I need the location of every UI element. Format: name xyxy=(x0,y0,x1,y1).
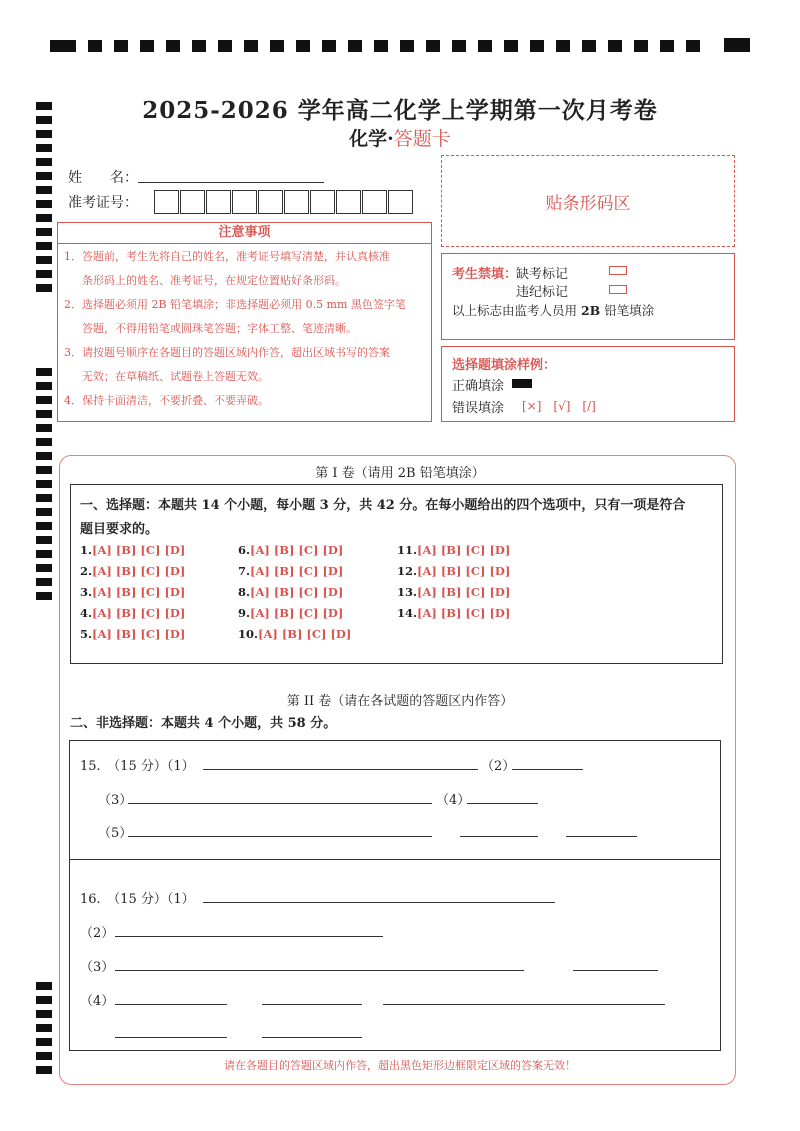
choice-options[interactable]: [A] [B] [C] [D] xyxy=(417,564,511,578)
timing-mark xyxy=(36,452,52,460)
timing-mark xyxy=(426,40,440,52)
timing-mark xyxy=(530,40,544,52)
id-digit-box[interactable] xyxy=(388,190,413,214)
id-digit-box[interactable] xyxy=(362,190,387,214)
timing-mark xyxy=(36,214,52,222)
choice-question[interactable] xyxy=(238,606,343,620)
correct-fill-swatch xyxy=(512,379,532,388)
fill-example-heading: 选择题填涂样例： xyxy=(452,358,557,373)
answer-line[interactable] xyxy=(460,836,538,837)
timing-mark xyxy=(36,186,52,194)
answer-line[interactable] xyxy=(203,902,555,903)
choice-options[interactable]: [A] [B] [C] [D] xyxy=(92,627,186,641)
id-digit-box[interactable] xyxy=(154,190,179,214)
timing-mark xyxy=(192,40,206,52)
notes-item: 4．保持卡面清洁，不要折叠、不要弄破。 xyxy=(64,394,269,407)
choice-question[interactable] xyxy=(397,606,510,620)
answer-line[interactable] xyxy=(115,1004,227,1005)
timing-mark xyxy=(218,40,232,52)
violation-mark-box[interactable] xyxy=(609,285,627,294)
part2-heading: 第 II 卷（请在各试题的答题区内作答） xyxy=(286,694,514,709)
choice-options[interactable]: [A] [B] [C] [D] xyxy=(417,606,511,620)
timing-mark xyxy=(608,40,622,52)
timing-mark xyxy=(36,508,52,516)
choice-options[interactable]: [A] [B] [C] [D] xyxy=(92,585,186,599)
answer-line[interactable] xyxy=(128,803,432,804)
choice-question[interactable] xyxy=(80,627,185,641)
timing-mark xyxy=(478,40,492,52)
timing-mark xyxy=(36,396,52,404)
timing-mark xyxy=(296,40,310,52)
q16-part2-label: （2） xyxy=(80,926,115,941)
wrong-fill-marks: [×] [√] [/] xyxy=(522,399,596,413)
choice-options[interactable]: [A] [B] [C] [D] xyxy=(417,543,511,557)
timing-mark xyxy=(374,40,388,52)
question-number: 5. xyxy=(80,627,93,641)
id-label: 准考证号： xyxy=(68,195,138,211)
subtitle-subject: 化学· xyxy=(349,128,394,150)
choice-question[interactable] xyxy=(80,585,185,599)
q16-part3-label: （3） xyxy=(80,960,115,975)
timing-mark xyxy=(400,40,414,52)
answer-line[interactable] xyxy=(467,803,538,804)
timing-mark xyxy=(36,172,52,180)
id-digit-box[interactable] xyxy=(284,190,309,214)
timing-mark xyxy=(322,40,336,52)
timing-mark xyxy=(724,38,750,52)
discipline-note-pre: 以上标志由监考人员用 xyxy=(452,303,581,318)
choice-options[interactable]: [A] [B] [C] [D] xyxy=(417,585,511,599)
answer-line[interactable] xyxy=(573,970,658,971)
choice-question[interactable] xyxy=(238,627,351,641)
choice-options[interactable]: [A] [B] [C] [D] xyxy=(250,564,344,578)
absent-mark-box[interactable] xyxy=(609,266,627,275)
timing-mark xyxy=(36,494,52,502)
question-number: 11. xyxy=(397,543,418,557)
q15-part3-label: （3） xyxy=(98,793,133,808)
violation-label: 违纪标记 xyxy=(516,285,569,300)
timing-mark xyxy=(36,284,52,292)
choice-question[interactable] xyxy=(80,564,185,578)
part1-instruction-line1: 一、选择题：本题共 14 个小题，每小题 3 分，共 42 分。在每小题给出的四个选项中，只有一项是符合 xyxy=(80,498,686,513)
discipline-note xyxy=(452,301,654,319)
timing-mark xyxy=(36,382,52,390)
timing-mark xyxy=(88,40,102,52)
answer-line[interactable] xyxy=(383,1004,665,1005)
answer-line[interactable] xyxy=(115,1037,227,1038)
discipline-note-post: 铅笔填涂 xyxy=(600,303,655,318)
answer-line[interactable] xyxy=(512,769,583,770)
timing-mark xyxy=(36,1010,52,1018)
answer-line[interactable] xyxy=(262,1037,362,1038)
choice-question[interactable] xyxy=(80,543,185,557)
timing-mark xyxy=(270,40,284,52)
question-number: 2. xyxy=(80,564,93,578)
notes-item: 1．答题前，考生先将自己的姓名，准考证号填写清楚，并认真核准 xyxy=(64,250,390,263)
timing-mark xyxy=(166,40,180,52)
notes-item: 条形码上的姓名、准考证号，在规定位置贴好条形码。 xyxy=(82,274,346,287)
timing-mark xyxy=(504,40,518,52)
choice-question[interactable] xyxy=(238,543,343,557)
id-digit-box[interactable] xyxy=(310,190,335,214)
timing-mark xyxy=(114,40,128,52)
timing-mark xyxy=(36,550,52,558)
choice-question[interactable] xyxy=(238,585,343,599)
timing-mark xyxy=(634,40,648,52)
choice-question[interactable] xyxy=(238,564,343,578)
notes-item: 3．请按题号顺序在各题目的答题区域内作答，超出区域书写的答案 xyxy=(64,346,390,359)
answer-line[interactable] xyxy=(128,836,432,837)
timing-mark xyxy=(36,270,52,278)
timing-mark xyxy=(348,40,362,52)
timing-mark xyxy=(556,40,570,52)
choice-question[interactable] xyxy=(397,564,510,578)
question-number: 10. xyxy=(238,627,259,641)
timing-mark xyxy=(660,40,674,52)
choice-options[interactable]: [A] [B] [C] [D] xyxy=(250,606,344,620)
timing-mark xyxy=(36,1024,52,1032)
timing-mark xyxy=(36,256,52,264)
name-field[interactable] xyxy=(138,166,324,183)
id-digit-box[interactable] xyxy=(232,190,257,214)
timing-mark xyxy=(36,368,52,376)
timing-mark xyxy=(140,40,154,52)
barcode-zone-label: 贴条形码区 xyxy=(545,193,631,214)
timing-mark xyxy=(36,1038,52,1046)
question-number: 1. xyxy=(80,543,93,557)
discipline-box xyxy=(441,253,735,340)
notes-item: 2．选择题必须用 2B 铅笔填涂；非选择题必须用 0.5 mm 黑色签字笔 xyxy=(64,298,406,311)
question-number: 12. xyxy=(397,564,418,578)
answer-line[interactable] xyxy=(115,970,524,971)
timing-mark xyxy=(36,424,52,432)
timing-mark xyxy=(36,438,52,446)
choice-question[interactable] xyxy=(397,543,510,557)
timing-mark xyxy=(36,158,52,166)
timing-mark xyxy=(36,592,52,600)
footer-warning: 请在各题目的答题区域内作答，超出黑色矩形边框限定区域的答案无效！ xyxy=(224,1059,576,1072)
choice-question[interactable] xyxy=(397,585,510,599)
part1-instruction-line2: 题目要求的。 xyxy=(80,522,159,537)
timing-mark xyxy=(36,242,52,250)
choice-options[interactable]: [A] [B] [C] [D] xyxy=(250,585,344,599)
choice-question[interactable] xyxy=(80,606,185,620)
part1-heading: 第 I 卷（请用 2B 铅笔填涂） xyxy=(315,466,485,481)
timing-mark xyxy=(686,40,700,52)
question-number: 9. xyxy=(238,606,251,620)
answer-line[interactable] xyxy=(262,1004,362,1005)
id-digit-box[interactable] xyxy=(336,190,361,214)
timing-mark xyxy=(452,40,466,52)
id-digit-box[interactable] xyxy=(180,190,205,214)
subtitle-answer-sheet: 答题卡 xyxy=(393,128,451,150)
question-number: 8. xyxy=(238,585,251,599)
timing-mark xyxy=(36,982,52,990)
id-digit-box[interactable] xyxy=(258,190,283,214)
notes-heading: 注意事项 xyxy=(58,223,431,244)
discipline-note-bold: 2B xyxy=(580,303,601,318)
part2-instruction: 二、非选择题：本题共 4 个小题，共 58 分。 xyxy=(70,716,337,731)
answer-line[interactable] xyxy=(115,936,383,937)
question-number: 4. xyxy=(80,606,93,620)
timing-mark xyxy=(36,410,52,418)
barcode-zone xyxy=(441,155,735,247)
page-title: 2025-2026 学年高二化学上学期第一次月考卷 xyxy=(142,97,658,124)
question-number: 6. xyxy=(238,543,251,557)
page-subtitle xyxy=(0,124,800,151)
answer-line[interactable] xyxy=(203,769,478,770)
discipline-heading: 考生禁填： xyxy=(452,267,518,282)
id-digit-box[interactable] xyxy=(206,190,231,214)
timing-mark xyxy=(36,578,52,586)
fill-example-box xyxy=(441,346,735,422)
q15-part2-label: （2） xyxy=(481,759,516,774)
timing-mark xyxy=(36,996,52,1004)
timing-mark xyxy=(36,536,52,544)
q15-part4-label: （4） xyxy=(436,793,471,808)
timing-mark xyxy=(36,480,52,488)
timing-mark xyxy=(244,40,258,52)
notes-box xyxy=(57,222,432,422)
choice-options[interactable]: [A] [B] [C] [D] xyxy=(92,564,186,578)
notes-item: 答题，不得用铅笔或圆珠笔答题；字体工整、笔迹清晰。 xyxy=(82,322,357,335)
timing-mark xyxy=(582,40,596,52)
absent-label: 缺考标记 xyxy=(516,267,569,282)
correct-fill-label: 正确填涂 xyxy=(452,379,505,394)
question-number: 3. xyxy=(80,585,93,599)
answer-line[interactable] xyxy=(566,836,637,837)
choice-options[interactable]: [A] [B] [C] [D] xyxy=(258,627,352,641)
timing-mark xyxy=(36,200,52,208)
name-label: 姓 名： xyxy=(68,170,138,186)
choice-options[interactable]: [A] [B] [C] [D] xyxy=(92,606,186,620)
timing-mark xyxy=(36,522,52,530)
question-number: 7. xyxy=(238,564,251,578)
q15-part5-label: （5） xyxy=(98,826,133,841)
question-number: 14. xyxy=(397,606,418,620)
timing-mark xyxy=(36,228,52,236)
choice-options[interactable]: [A] [B] [C] [D] xyxy=(250,543,344,557)
question-number: 13. xyxy=(397,585,418,599)
timing-mark xyxy=(50,40,76,52)
wrong-fill-label: 错误填涂 xyxy=(452,401,505,416)
choice-options[interactable]: [A] [B] [C] [D] xyxy=(92,543,186,557)
q15-label: 15. （15 分）（1） xyxy=(80,759,195,774)
timing-mark xyxy=(36,564,52,572)
q16-label: 16. （15 分）（1） xyxy=(80,892,195,907)
q16-part4-label: （4） xyxy=(80,994,115,1009)
notes-item: 无效；在草稿纸、试题卷上答题无效。 xyxy=(82,370,269,383)
